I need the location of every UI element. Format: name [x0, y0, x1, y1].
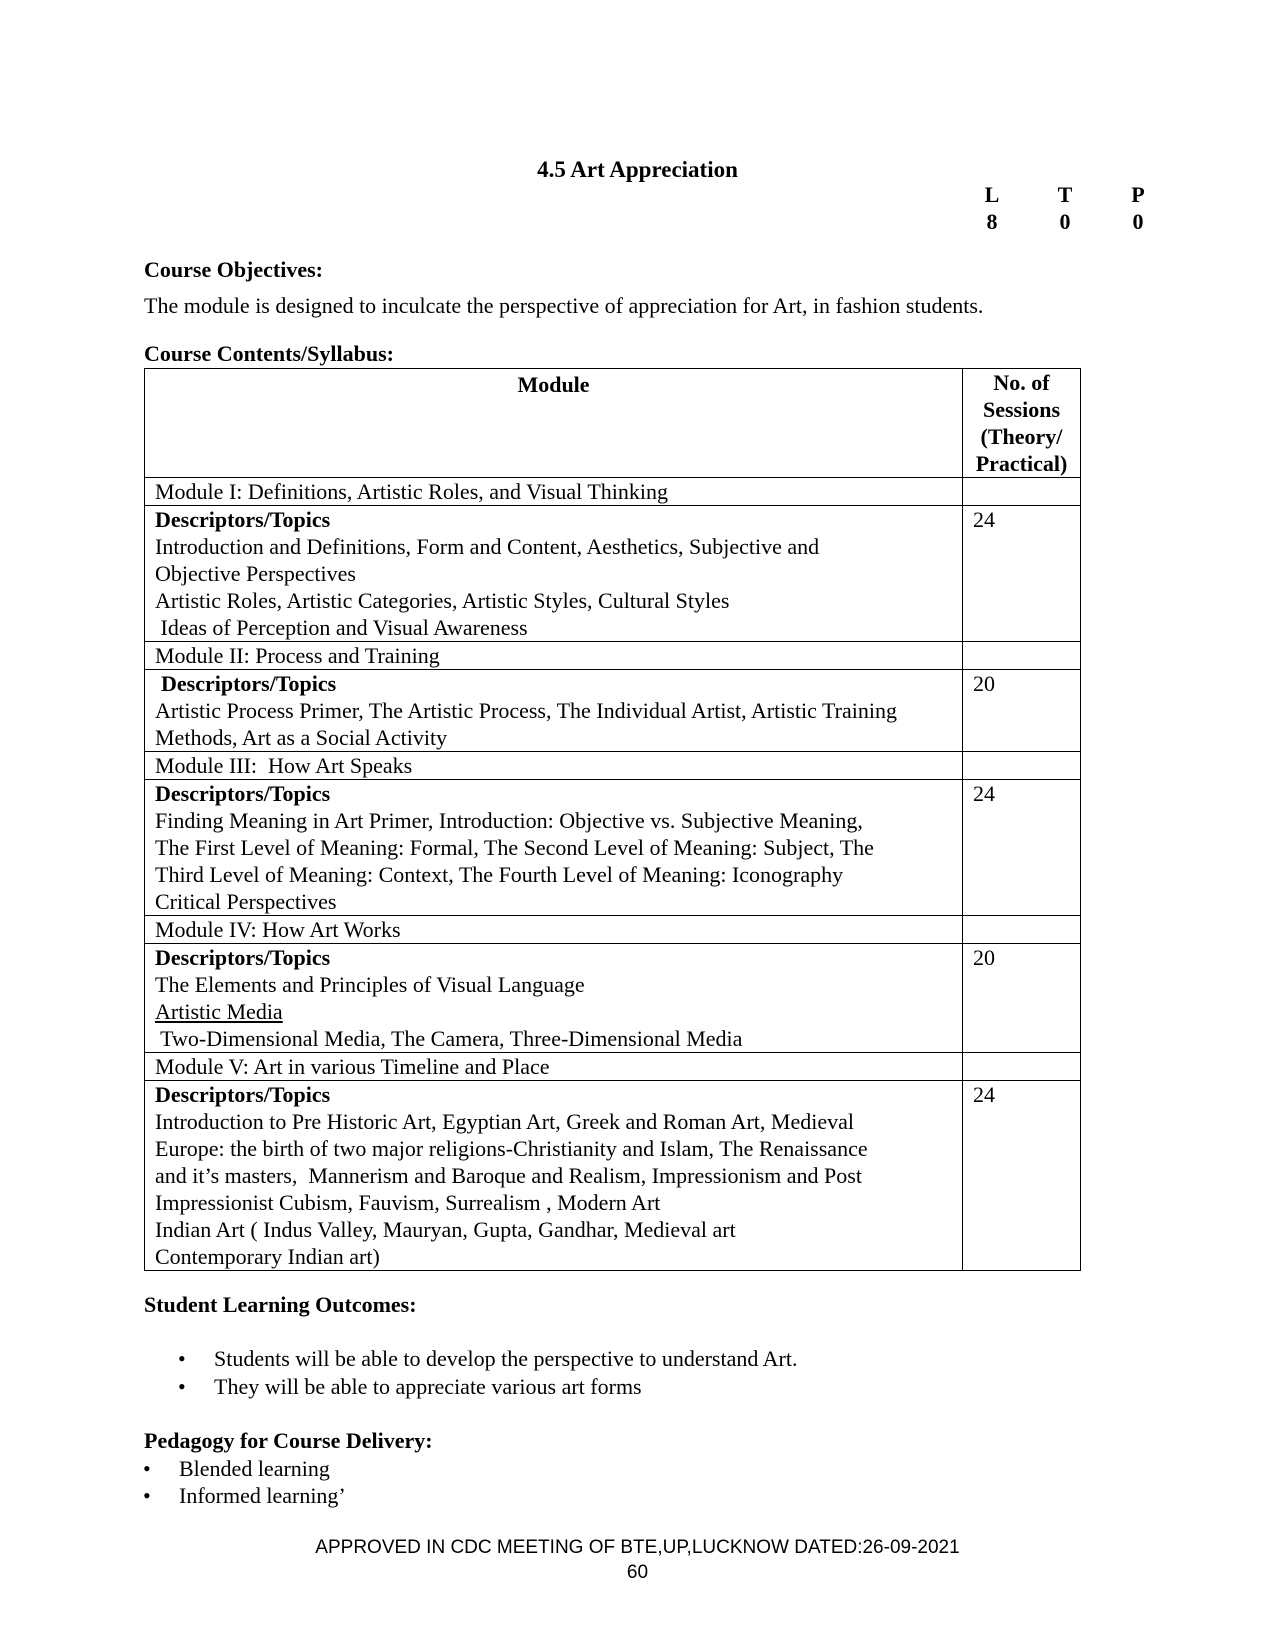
pedagogy-heading: Pedagogy for Course Delivery:	[144, 1428, 433, 1453]
empty-cell	[963, 1053, 1081, 1081]
empty-cell	[963, 752, 1081, 780]
module-descriptors	[145, 670, 963, 752]
topic-line: and it’s masters, Mannerism and Baroque and Realism, Impressionism and Post	[155, 1163, 862, 1188]
contents-heading: Course Contents/Syllabus:	[144, 341, 394, 366]
module-title-row	[145, 752, 1081, 780]
module-content-row	[145, 780, 1081, 916]
empty-cell	[963, 478, 1081, 506]
topic-line: Impressionist Cubism, Fauvism, Surrealism , Modern Art	[155, 1190, 661, 1215]
module-title-row	[145, 478, 1081, 506]
course-title: 4.5 Art Appreciation	[537, 157, 738, 182]
descriptor-label: Descriptors/Topics	[155, 781, 331, 806]
objectives-heading: Course Objectives:	[144, 257, 324, 282]
list-item: • They will be able to appreciate various art forms	[214, 1373, 797, 1400]
empty-cell	[963, 642, 1081, 670]
topic-line: Ideas of Perception and Visual Awareness	[155, 615, 528, 640]
ltp-headers	[980, 181, 1150, 208]
empty-cell	[963, 916, 1081, 944]
table-header-row	[145, 369, 1081, 478]
topic-line: Objective Perspectives	[155, 561, 356, 586]
module-descriptors	[145, 1081, 963, 1271]
topic-line: Artistic Roles, Artistic Categories, Artistic Styles, Cultural Styles	[155, 588, 730, 613]
topic-line: Introduction to Pre Historic Art, Egyptian Art, Greek and Roman Art, Medieval	[155, 1109, 854, 1134]
syllabus-table	[144, 368, 1081, 1271]
sessions-header-line: (Theory/	[980, 424, 1063, 449]
session-count: 24	[963, 1081, 1081, 1271]
module-descriptors	[145, 944, 963, 1053]
outcomes-list	[214, 1345, 797, 1400]
session-count: 20	[963, 944, 1081, 1053]
list-item: • Students will be able to develop the perspective to understand Art.	[214, 1345, 797, 1372]
sessions-header-line: Practical)	[975, 451, 1068, 476]
module-title: Module IV: How Art Works	[145, 916, 963, 944]
descriptor-label: Descriptors/Topics	[161, 671, 337, 696]
module-title: Module III: How Art Speaks	[145, 752, 963, 780]
descriptor-label: Descriptors/Topics	[155, 1082, 331, 1107]
module-content-row	[145, 944, 1081, 1053]
descriptor-label: Descriptors/Topics	[155, 945, 331, 970]
topic-line: Artistic Process Primer, The Artistic Process, The Individual Artist, Artistic Training	[155, 698, 897, 723]
topic-line: Indian Art ( Indus Valley, Mauryan, Gupta, Gandhar, Medieval art	[155, 1217, 736, 1242]
session-count: 24	[963, 780, 1081, 916]
topic-line: Contemporary Indian art)	[155, 1244, 380, 1269]
topic-line: Europe: the birth of two major religions-Christianity and Islam, The Renaissance	[155, 1136, 868, 1161]
ltp-header-t: T	[1057, 182, 1073, 207]
descriptor-label: Descriptors/Topics	[155, 507, 331, 532]
page-number: 60	[626, 1562, 649, 1583]
ltp-values	[980, 208, 1150, 235]
ltp-value-p: 0	[1132, 209, 1144, 234]
module-title: Module II: Process and Training	[145, 642, 963, 670]
module-title: Module V: Art in various Timeline and Place	[145, 1053, 963, 1081]
session-count: 24	[963, 506, 1081, 642]
ltp-value-t: 0	[1059, 209, 1071, 234]
module-descriptors	[145, 780, 963, 916]
module-content-row	[145, 1081, 1081, 1271]
topic-line: Two-Dimensional Media, The Camera, Three-Dimensional Media	[155, 1026, 743, 1051]
topic-line: Third Level of Meaning: Context, The Fourth Level of Meaning: Iconography	[155, 862, 844, 887]
pedagogy-list	[179, 1455, 346, 1509]
ltp-credits	[980, 181, 1150, 235]
ltp-header-l: L	[984, 182, 1000, 207]
topic-line: Critical Perspectives	[155, 889, 337, 914]
module-descriptors	[145, 506, 963, 642]
ltp-header-p: P	[1131, 182, 1145, 207]
topic-line: The Elements and Principles of Visual Language	[155, 972, 585, 997]
sessions-header-line: No. of	[993, 370, 1050, 395]
topic-line: The First Level of Meaning: Formal, The Second Level of Meaning: Subject, The	[155, 835, 874, 860]
topic-line: Methods, Art as a Social Activity	[155, 725, 448, 750]
session-count: 20	[963, 670, 1081, 752]
approval-footer: APPROVED IN CDC MEETING OF BTE,UP,LUCKNOW DATED:26-09-2021	[315, 1537, 960, 1558]
sessions-column-header	[963, 369, 1081, 478]
topic-line: Finding Meaning in Art Primer, Introduction: Objective vs. Subjective Meaning,	[155, 808, 863, 833]
list-item: • Blended learning	[179, 1455, 346, 1482]
topic-line: Artistic Media	[155, 999, 283, 1024]
ltp-value-l: 8	[986, 209, 998, 234]
objectives-text: The module is designed to inculcate the perspective of appreciation for Art, in fashion students.	[144, 293, 984, 318]
module-title-row	[145, 916, 1081, 944]
module-column-header: Module	[145, 369, 963, 478]
outcomes-heading: Student Learning Outcomes:	[144, 1292, 417, 1317]
module-title-row	[145, 1053, 1081, 1081]
module-title-row	[145, 642, 1081, 670]
sessions-header-line: Sessions	[982, 397, 1061, 422]
module-content-row	[145, 670, 1081, 752]
module-content-row	[145, 506, 1081, 642]
list-item: • Informed learning’	[179, 1482, 346, 1509]
module-title: Module I: Definitions, Artistic Roles, and Visual Thinking	[145, 478, 963, 506]
topic-line: Introduction and Definitions, Form and Content, Aesthetics, Subjective and	[155, 534, 820, 559]
